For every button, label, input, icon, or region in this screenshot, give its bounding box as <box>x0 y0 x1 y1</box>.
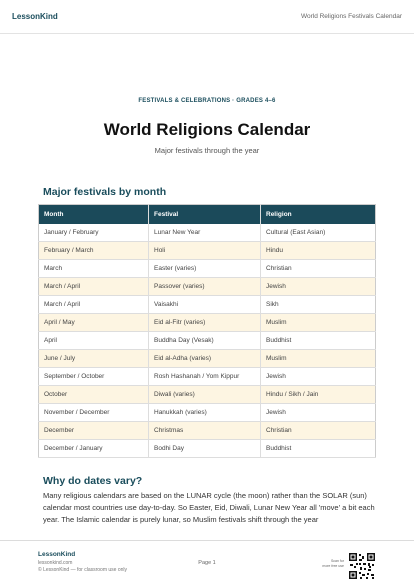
cell-month: March / April <box>39 296 149 314</box>
footer <box>0 540 414 585</box>
festivals-table <box>38 204 376 458</box>
footer-brand: LessonKind <box>38 551 76 558</box>
cell-religion: Hindu <box>261 242 376 260</box>
cell-religion: Buddhist <box>261 332 376 350</box>
cell-festival: Easter (varies) <box>149 260 261 278</box>
cell-month: December <box>39 422 149 440</box>
cell-religion: Jewish <box>261 404 376 422</box>
cell-festival: Buddha Day (Vesak) <box>149 332 261 350</box>
page-number: Page 1 <box>198 560 216 566</box>
table-row <box>39 440 376 458</box>
cell-religion: Sikh <box>261 296 376 314</box>
table-row <box>39 368 376 386</box>
table-row <box>39 386 376 404</box>
cell-religion: Christian <box>261 422 376 440</box>
table-row <box>39 404 376 422</box>
cell-month: September / October <box>39 368 149 386</box>
table-row <box>39 332 376 350</box>
top-bar <box>0 0 414 34</box>
cell-religion: Muslim <box>261 314 376 332</box>
cell-month: November / December <box>39 404 149 422</box>
footer-copyright: © LessonKind — for classroom use only <box>38 567 128 573</box>
table-heading: Major festivals by month <box>43 186 167 198</box>
cell-month: April <box>39 332 149 350</box>
table-header-row <box>39 205 376 224</box>
cell-month: March / April <box>39 278 149 296</box>
cell-festival: Holi <box>149 242 261 260</box>
qr-code-icon[interactable] <box>348 552 376 580</box>
why-heading: Why do dates vary? <box>43 475 143 487</box>
cell-festival: Passover (varies) <box>149 278 261 296</box>
kicker: FESTIVALS & CELEBRATIONS · GRADES 4–6 <box>138 98 276 104</box>
cell-month: April / May <box>39 314 149 332</box>
cell-month: February / March <box>39 242 149 260</box>
cell-festival: Vaisakhi <box>149 296 261 314</box>
scan-caption <box>316 559 344 568</box>
cell-religion: Cultural (East Asian) <box>261 224 376 242</box>
document-title: World Religions Festivals Calendar <box>300 13 402 20</box>
scan-caption-line-2: more free use <box>322 563 344 568</box>
cell-festival: Eid al-Fitr (varies) <box>149 314 261 332</box>
cell-festival: Hanukkah (varies) <box>149 404 261 422</box>
scan-caption-line-1: Scan for <box>330 559 344 563</box>
cell-month: October <box>39 386 149 404</box>
why-paragraph: Many religious calendars are based on the LUNAR cycle (the moon) rather than the SOLAR (sun) calendar most countries use day-to-day. So Easter, Eid, Diwali, Lunar New Year all 'move' a bit each year. The Islamic calendar is purely lunar, so Muslim festivals shift through the year <box>43 491 375 524</box>
table-row <box>39 296 376 314</box>
brand-logo[interactable]: LessonKind <box>12 12 58 21</box>
table-row <box>39 260 376 278</box>
column-header-month: Month <box>39 205 149 224</box>
cell-festival: Rosh Hashanah / Yom Kippur <box>149 368 261 386</box>
column-header-religion: Religion <box>261 205 376 224</box>
cell-religion: Hindu / Sikh / Jain <box>261 386 376 404</box>
table-row <box>39 224 376 242</box>
cell-religion: Buddhist <box>261 440 376 458</box>
cell-festival: Diwali (varies) <box>149 386 261 404</box>
table-row <box>39 278 376 296</box>
cell-festival: Lunar New Year <box>149 224 261 242</box>
cell-festival: Eid al-Adha (varies) <box>149 350 261 368</box>
cell-religion: Christian <box>261 260 376 278</box>
table-row <box>39 422 376 440</box>
page-title: World Religions Calendar <box>103 120 311 139</box>
page-subtitle: Major festivals through the year <box>154 146 260 155</box>
cell-month: March <box>39 260 149 278</box>
cell-festival: Bodhi Day <box>149 440 261 458</box>
cell-religion: Jewish <box>261 278 376 296</box>
cell-religion: Jewish <box>261 368 376 386</box>
cell-month: December / January <box>39 440 149 458</box>
table-row <box>39 242 376 260</box>
cell-month: January / February <box>39 224 149 242</box>
cell-religion: Muslim <box>261 350 376 368</box>
cell-festival: Christmas <box>149 422 261 440</box>
footer-site-link[interactable]: lessonkind.com <box>38 560 73 566</box>
column-header-festival: Festival <box>149 205 261 224</box>
table-row <box>39 350 376 368</box>
table-row <box>39 314 376 332</box>
cell-month: June / July <box>39 350 149 368</box>
